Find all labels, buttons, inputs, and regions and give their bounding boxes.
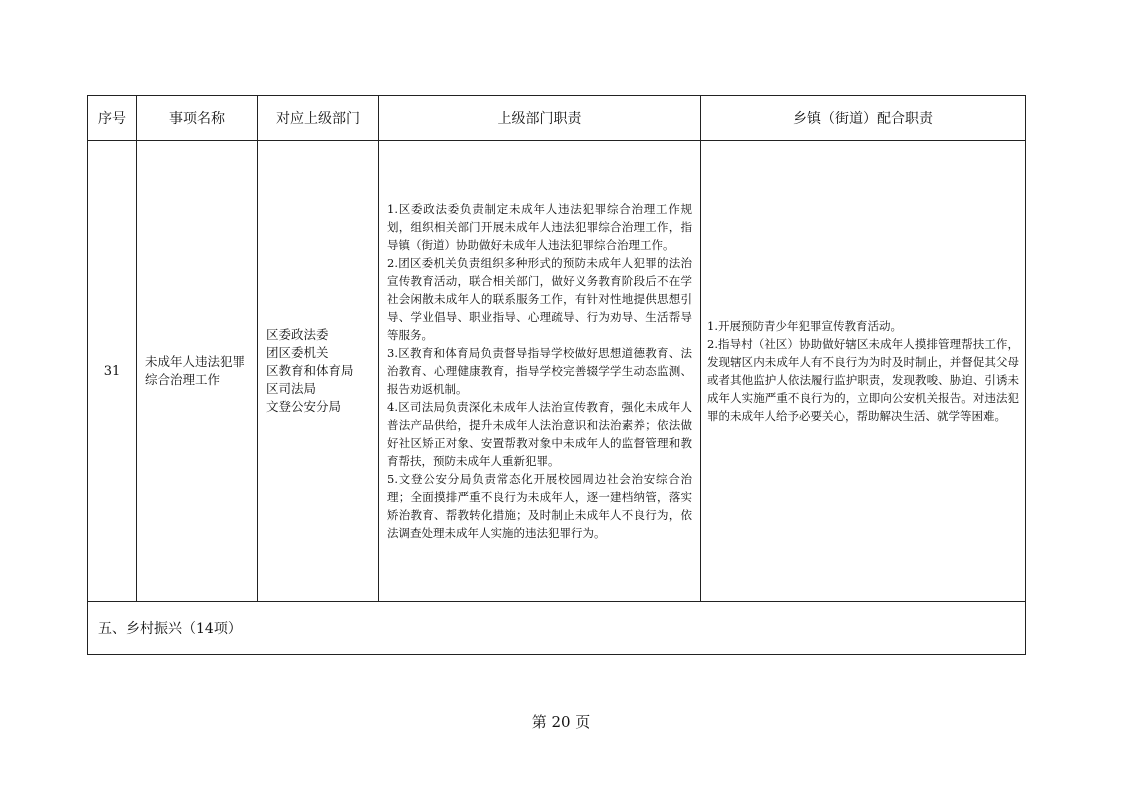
table-row [88, 141, 1026, 602]
duty-paragraph: 5.文登公安分局负责常态化开展校园周边社会治安综合治理；全面摸排严重不良行为未成年人，逐一建档纳管，落实矫治教育、帮教转化措施；及时制止未成年人不良行为，依法调查处理未成年人实施的违法犯罪行为。 [387, 472, 692, 540]
table-header-row [88, 96, 1026, 141]
header-duties: 上级部门职责 [379, 96, 701, 141]
page-number: 第 20 页 [531, 713, 591, 731]
section-title: 五、乡村振兴（14项） [88, 602, 1026, 655]
row-cooperation [701, 141, 1026, 602]
duty-paragraph: 1.区委政法委负责制定未成年人违法犯罪综合治理工作规划，组织相关部门开展未成年人违法犯罪综合治理工作，指导镇（街道）协助做好未成年人违法犯罪综合治理工作。 [387, 202, 692, 252]
department-item: 区委政法委 [266, 327, 329, 342]
section-row [88, 602, 1026, 655]
department-item: 区司法局 [266, 381, 317, 396]
responsibility-table [87, 95, 1026, 655]
row-number: 31 [88, 141, 137, 602]
cooperation-paragraph: 2.指导村（社区）协助做好辖区未成年人摸排管理帮扶工作，发现辖区内未成年人有不良行为为时及时制止，并督促其父母或者其他监护人依法履行监护职责，发现教唆、胁迫、引诱未成年人实施严重不良行为的，立即向公安机关报告。对违法犯罪的未成年人给予必要关心，帮助解决生活、就学等困难。 [707, 337, 1019, 423]
row-item-name: 未成年人违法犯罪综合治理工作 [137, 141, 258, 602]
department-item: 区教育和体育局 [266, 363, 354, 378]
row-departments [258, 141, 379, 602]
header-cooperation: 乡镇（街道）配合职责 [701, 96, 1026, 141]
department-item: 文登公安分局 [266, 399, 342, 414]
header-item-name: 事项名称 [137, 96, 258, 141]
duty-paragraph: 3.区教育和体育局负责督导指导学校做好思想道德教育、法治教育、心理健康教育，指导学校完善辍学学生动态监测、报告劝返机制。 [387, 346, 692, 396]
header-number: 序号 [88, 96, 137, 141]
duty-paragraph: 4.区司法局负责深化未成年人法治宣传教育，强化未成年人普法产品供给，提升未成年人法治意识和法治素养；依法做好社区矫正对象、安置帮教对象中未成年人的监督管理和教育帮扶，预防未成年人重新犯罪。 [387, 400, 692, 468]
cooperation-paragraph: 1.开展预防青少年犯罪宣传教育活动。 [707, 319, 902, 333]
duty-paragraph: 2.团区委机关负责组织多种形式的预防未成年人犯罪的法治宣传教育活动，联合相关部门，做好义务教育阶段后不在学社会闲散未成年人的联系服务工作，有针对性地提供思想引导、学业倡导、职业指导、心理疏导、行为劝导、生活帮导等服务。 [387, 256, 692, 342]
row-duties [379, 141, 701, 602]
department-item: 团区委机关 [266, 345, 329, 360]
header-departments: 对应上级部门 [258, 96, 379, 141]
